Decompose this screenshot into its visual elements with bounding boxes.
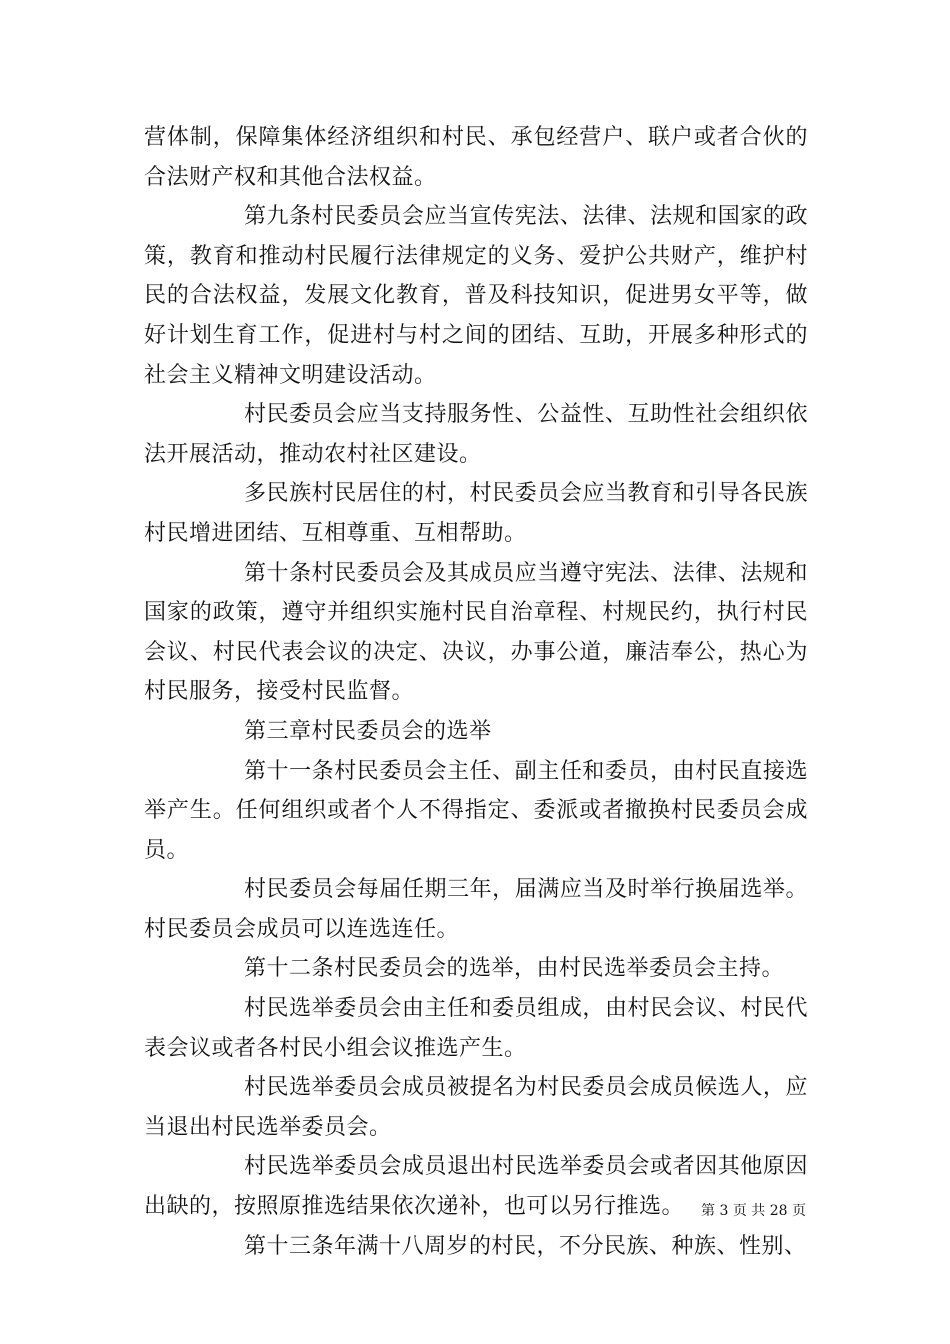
paragraph: 村民委员会每届任期三年，届满应当及时举行换届选举。村民委员会成员可以连选连任。 bbox=[144, 877, 808, 942]
paragraph: 第九条村民委员会应当宣传宪法、法律、法规和国家的政策，教育和推动村民履行法律规定的义务、爱护公共财产，维护村民的合法权益，发展文化教育，普及科技知识，促进男女平等，做好计划生育工作，促进村与村之间的团结、互助，开展多种形式的社会主义精神文明建设活动。 bbox=[144, 204, 808, 388]
page-number: 第 3 页 共 28 页 bbox=[701, 1203, 806, 1219]
paragraph: 营体制，保障集体经济组织和村民、承包经营户、联户或者合伙的合法财产权和其他合法权益。 bbox=[144, 125, 808, 190]
paragraph: 第十三条年满十八周岁的村民，不分民族、种族、性别、 bbox=[244, 1233, 807, 1259]
chapter-heading: 第三章村民委员会的选举 bbox=[244, 718, 492, 744]
paragraph: 村民选举委员会由主任和委员组成，由村民会议、村民代表会议或者各村民小组会议推选产生。 bbox=[144, 996, 808, 1061]
document-body bbox=[144, 118, 808, 1266]
paragraph: 第十二条村民委员会的选举，由村民选举委员会主持。 bbox=[244, 956, 785, 982]
paragraph: 第十一条村民委员会主任、副主任和委员，由村民直接选举产生。任何组织或者个人不得指定、委派或者撤换村民委员会成员。 bbox=[144, 758, 808, 863]
paragraph: 村民选举委员会成员退出村民选举委员会或者因其他原因出缺的，按照原推选结果依次递补，也可以另行推选。 bbox=[144, 1154, 808, 1220]
paragraph: 村民委员会应当支持服务性、公益性、互助性社会组织依法开展活动，推动农村社区建设。 bbox=[144, 402, 808, 467]
paragraph: 多民族村民居住的村，村民委员会应当教育和引导各民族村民增进团结、互相尊重、互相帮助。 bbox=[144, 481, 808, 546]
paragraph: 第十条村民委员会及其成员应当遵守宪法、法律、法规和国家的政策，遵守并组织实施村民自治章程、村规民约，执行村民会议、村民代表会议的决定、决议，办事公道，廉洁奉公，热心为村民服务，接受村民监督。 bbox=[144, 560, 808, 705]
paragraph: 村民选举委员会成员被提名为村民委员会成员候选人，应当退出村民选举委员会。 bbox=[144, 1075, 808, 1140]
